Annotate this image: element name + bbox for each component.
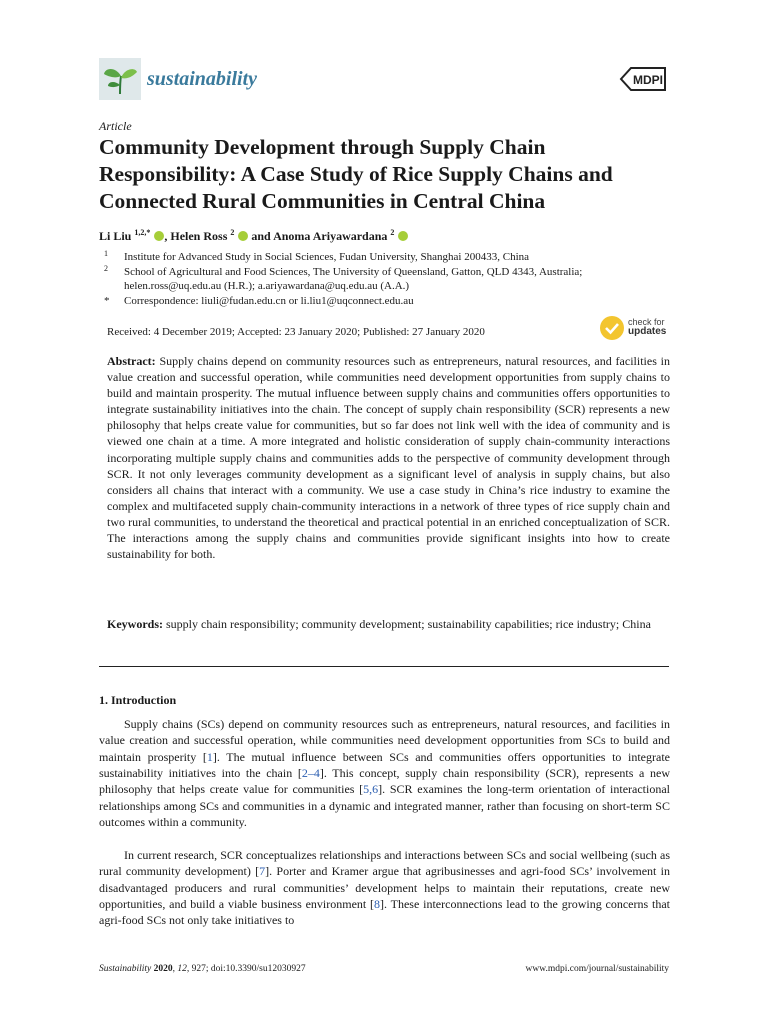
paragraph-text: Supply chains (SCs) depend on community resources such as entrepreneurs, natural resources, and facilities in value creation and successful operation, while communities need development opportunities from SCs to build and maintain prosperity [ [99,717,670,764]
footer-url[interactable]: www.mdpi.com/journal/sustainability [525,964,669,974]
citation-link[interactable]: 5,6 [363,782,379,797]
author-affiliation-mark: 1,2,* [134,228,151,237]
citation-link[interactable]: 1 [206,749,213,764]
abstract-text: Supply chains depend on community resources such as entrepreneurs, natural resources, and facilities in value creation and successful operation, while communities need development opportunities from supply chains to build and maintain prosperity. The mutual influence between supply chains and communities offers opportunities to integrate sustainability initiatives into the chain. The concept of supply chain responsibility (SCR) represents a new philosophy that helps create value for communities, but so far does not link well with the idea of community and is viewed one chain at a time. A more integrated and holistic consideration of supply chain-community interactions incorporating multiple supply chains and communities adds to the perspective of community development through SCR. It not only leverages community development as a significant level of analysis in supply chains, but also considers all chains that interact with a community. We use a case study in China’s rice industry to examine the complex and multifaceted supply chain-community interactions in a network of three types of rice supply chain and two rural communities, to understand the theoretical and practical potential in an enriched conceptualization of SCR. The interactions among the supply chains and communities provide significant insights into how to create sustainability for both. [107,354,670,562]
affiliation-marker: 2 [104,264,108,273]
section-heading [99,693,176,708]
publication-dates: Received: 4 December 2019; Accepted: 23 January 2020; Published: 27 January 2020 [107,326,485,338]
section-divider [99,666,669,667]
abstract-label: Abstract: [107,354,156,368]
affiliation-text: School of Agricultural and Food Sciences, The University of Queensland, Gatton, QLD 4343, Australia; [124,266,583,278]
check-updates-line1: check for [628,317,665,327]
citation-link[interactable]: 7 [259,864,266,879]
author-list [99,228,408,244]
mdpi-logo [617,64,669,94]
body-paragraph [99,847,670,929]
mdpi-logo-icon [617,64,669,94]
author-name[interactable]: Anoma Ariyawardana [273,229,388,243]
check-updates-line2: updates [628,326,667,337]
sprout-icon [99,58,141,100]
keywords [107,616,670,633]
paragraph-text: ]. SCR examines the long-term orientation of interactional relationships among SCs and communities in a dynamic and integrated manner, rather than focusing on short-term SC outcomes within a community. [99,782,670,830]
author-affiliation-mark: 2 [390,228,395,237]
keywords-label: Keywords: [107,617,163,631]
affiliation-marker: 1 [104,249,108,258]
check-for-updates-badge[interactable] [600,316,672,340]
affiliation-text: Institute for Advanced Study in Social Sciences, Fudan University, Shanghai 200433, China [124,251,530,263]
paragraph-text: ]. The mutual influence between SCs and communities offers opportunities to integrate sustainability initiatives into the chain [ [99,749,670,781]
correspondence-marker: * [104,295,110,307]
journal-name: sustainability [147,68,258,90]
paragraph-text: ]. These interconnections lead to the growing concerns that agri-food SCs not only take initiatives to [99,897,670,928]
paragraph-text: ]. This concept, supply chain responsibility (SCR), represents a new philosophy that helps create value for communities [ [99,766,670,797]
paragraph-text: ]. Porter and Kramer argue that agribusinesses and agri-food SCs’ involvement in disadvantaged producers and rural communities’ development helps to maintain their reputations, create new opportunities, and build a viable business environment [ [99,864,670,912]
author-name[interactable]: Helen Ross [170,229,228,243]
journal-logo [99,58,141,100]
footer-volume: 12 [177,964,187,974]
check-updates-icon [600,316,624,340]
author-separator: , [164,229,168,243]
footer-year: 2020 [153,964,173,974]
citation-link[interactable]: 8 [374,897,381,912]
orcid-icon[interactable] [238,231,248,241]
citation-link[interactable]: 2–4 [301,766,320,781]
abstract [107,353,670,562]
author-name[interactable]: Li Liu [99,229,132,243]
journal-header [99,58,669,102]
footer-journal: Sustainability [99,964,152,974]
affiliation-email[interactable]: helen.ross@uq.edu.au (H.R.); a.ariyawardana@uq.edu.au (A.A.) [124,280,410,292]
article-title: Community Development through Supply Chain Responsibility: A Case Study of Rice Supply Chains and Connected Rural Communities in Central China [99,135,613,213]
paragraph-text: In current research, SCR conceptualizes relationships and interactions between SCs and social wellbeing (such as rural community development) [ [99,848,670,879]
author-separator: and [251,229,271,243]
footer-citation: Sustainability 2020, 12, 927; doi:10.3390/su12030927 [99,964,306,974]
footer-doi[interactable]: , 927; doi:10.3390/su12030927 [186,964,306,974]
section-title: Introduction [111,693,177,707]
section-number: 1. [99,693,108,707]
correspondence-text[interactable]: Correspondence: liuli@fudan.edu.cn or li.liu1@uqconnect.edu.au [124,295,414,307]
keywords-text: supply chain responsibility; community development; sustainability capabilities; rice industry; China [166,617,651,631]
orcid-icon[interactable] [398,231,408,241]
body-paragraph [99,716,670,830]
author-affiliation-mark: 2 [230,228,235,237]
mdpi-logo-text: MDPI [633,73,663,87]
article-type: Article [99,119,132,133]
orcid-icon[interactable] [154,231,164,241]
